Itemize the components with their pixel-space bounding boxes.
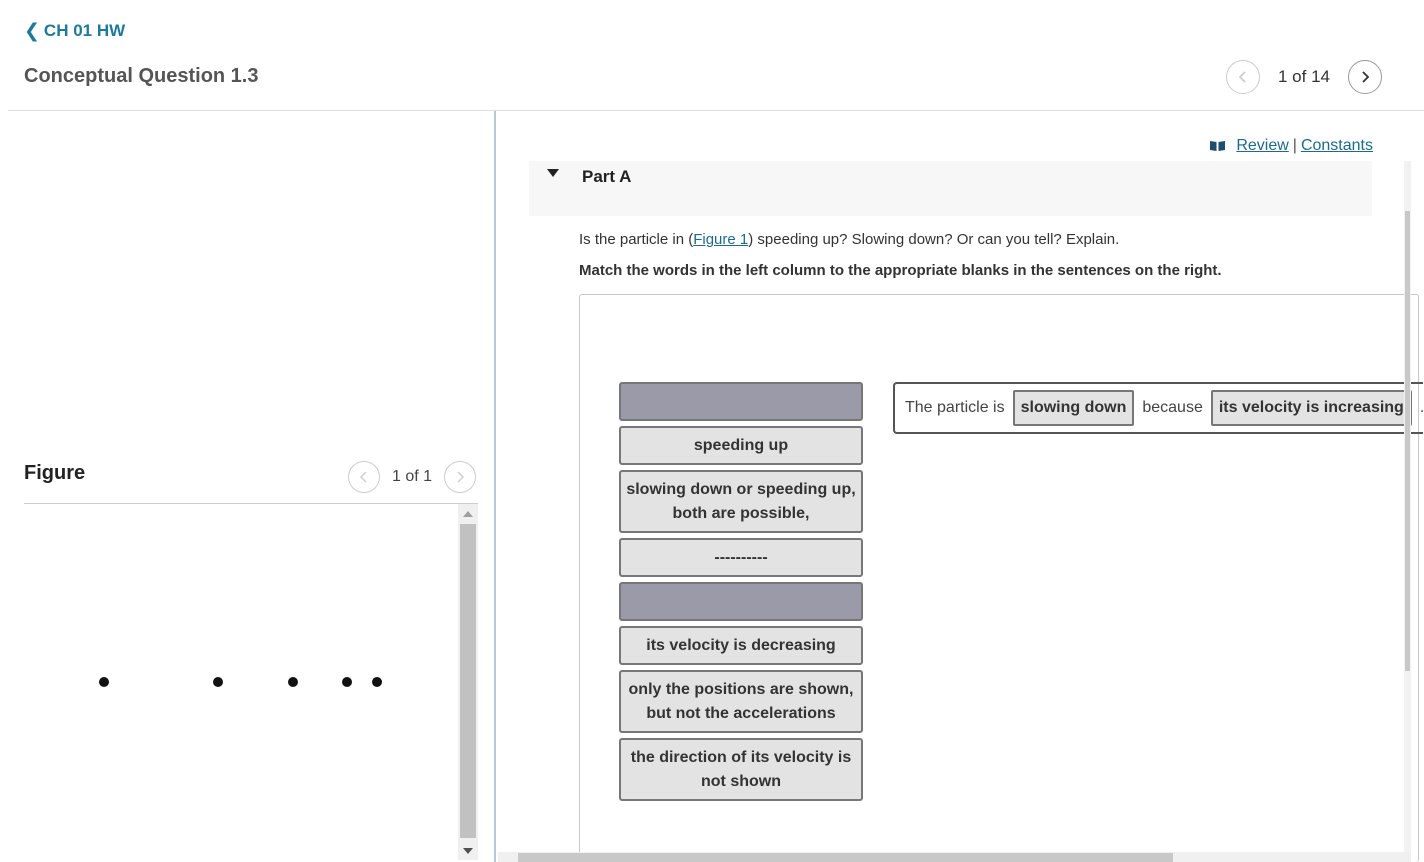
particle-dot xyxy=(372,677,382,687)
instruction-text: Match the words in the left column to the appropriate blanks in the sentences on the right. xyxy=(579,262,1222,279)
content-scrollbar[interactable] xyxy=(1404,161,1411,861)
scroll-up-arrow-icon[interactable] xyxy=(463,511,473,517)
next-question-button[interactable] xyxy=(1348,60,1382,94)
scrollbar-thumb[interactable] xyxy=(518,853,1173,862)
chevron-right-icon xyxy=(453,470,467,484)
answer-tile[interactable]: its velocity is decreasing xyxy=(619,626,863,665)
panel-divider[interactable] xyxy=(494,111,496,862)
question-text xyxy=(579,231,1119,248)
scrollbar-thumb[interactable] xyxy=(1405,211,1410,671)
figure-count: 1 of 1 xyxy=(392,468,433,485)
chevron-left-icon xyxy=(357,470,371,484)
figure-title: Figure xyxy=(24,462,86,484)
horizontal-scrollbar[interactable] xyxy=(498,852,1411,862)
resource-links xyxy=(1209,137,1373,155)
scrollbar-thumb[interactable] xyxy=(460,524,476,838)
constants-link[interactable]: Constants xyxy=(1300,137,1373,154)
previous-question-button[interactable] xyxy=(1226,60,1260,94)
previous-figure-button[interactable] xyxy=(348,461,380,493)
answer-tile[interactable]: slowing down or speeding up, both are possible, xyxy=(619,470,863,533)
back-link-label: CH 01 HW xyxy=(43,21,126,40)
review-link[interactable]: Review xyxy=(1236,137,1289,154)
sentence-prefix: The particle is xyxy=(905,399,1005,416)
chevron-left-icon: ❮ xyxy=(24,20,40,42)
empty-tile-slot xyxy=(619,582,863,621)
figure-pager xyxy=(348,461,476,493)
part-label: Part A xyxy=(582,167,632,186)
sentence-blank-2[interactable]: its velocity is increasing xyxy=(1211,390,1412,426)
figure-image xyxy=(24,504,458,858)
particle-dot xyxy=(288,677,298,687)
question-count: 1 of 14 xyxy=(1278,67,1330,86)
sentence-middle: because xyxy=(1142,399,1203,416)
particle-dot xyxy=(99,677,109,687)
question-text-after: ) speeding up? Slowing down? Or can you tell? Explain. xyxy=(748,231,1120,248)
chevron-right-icon xyxy=(1358,70,1372,84)
sentence-suffix: . xyxy=(1419,399,1424,416)
answer-tile[interactable]: ---------- xyxy=(619,538,863,577)
figure-link[interactable]: Figure 1 xyxy=(693,231,749,248)
particle-dot xyxy=(342,677,352,687)
page-title: Conceptual Question 1.3 xyxy=(24,65,259,87)
collapse-triangle-icon[interactable] xyxy=(547,169,559,177)
answer-sentence xyxy=(893,382,1423,434)
question-text-before: Is the particle in ( xyxy=(579,231,694,248)
answer-tile[interactable]: speeding up xyxy=(619,426,863,465)
empty-tile-slot xyxy=(619,382,863,421)
answer-tile[interactable]: only the positions are shown, but not the accelerations xyxy=(619,670,863,733)
chevron-left-icon xyxy=(1236,70,1250,84)
next-figure-button[interactable] xyxy=(444,461,476,493)
book-icon xyxy=(1209,140,1226,152)
back-link[interactable] xyxy=(24,21,125,41)
figure-scrollbar[interactable] xyxy=(458,504,478,860)
scroll-down-arrow-icon[interactable] xyxy=(463,848,473,854)
answer-tile[interactable]: the direction of its velocity is not shown xyxy=(619,738,863,801)
part-a-header[interactable] xyxy=(529,161,1372,216)
sentence-blank-1[interactable]: slowing down xyxy=(1013,390,1135,426)
link-separator: | xyxy=(1292,137,1297,154)
question-pager xyxy=(1226,60,1382,94)
particle-dot xyxy=(213,677,223,687)
